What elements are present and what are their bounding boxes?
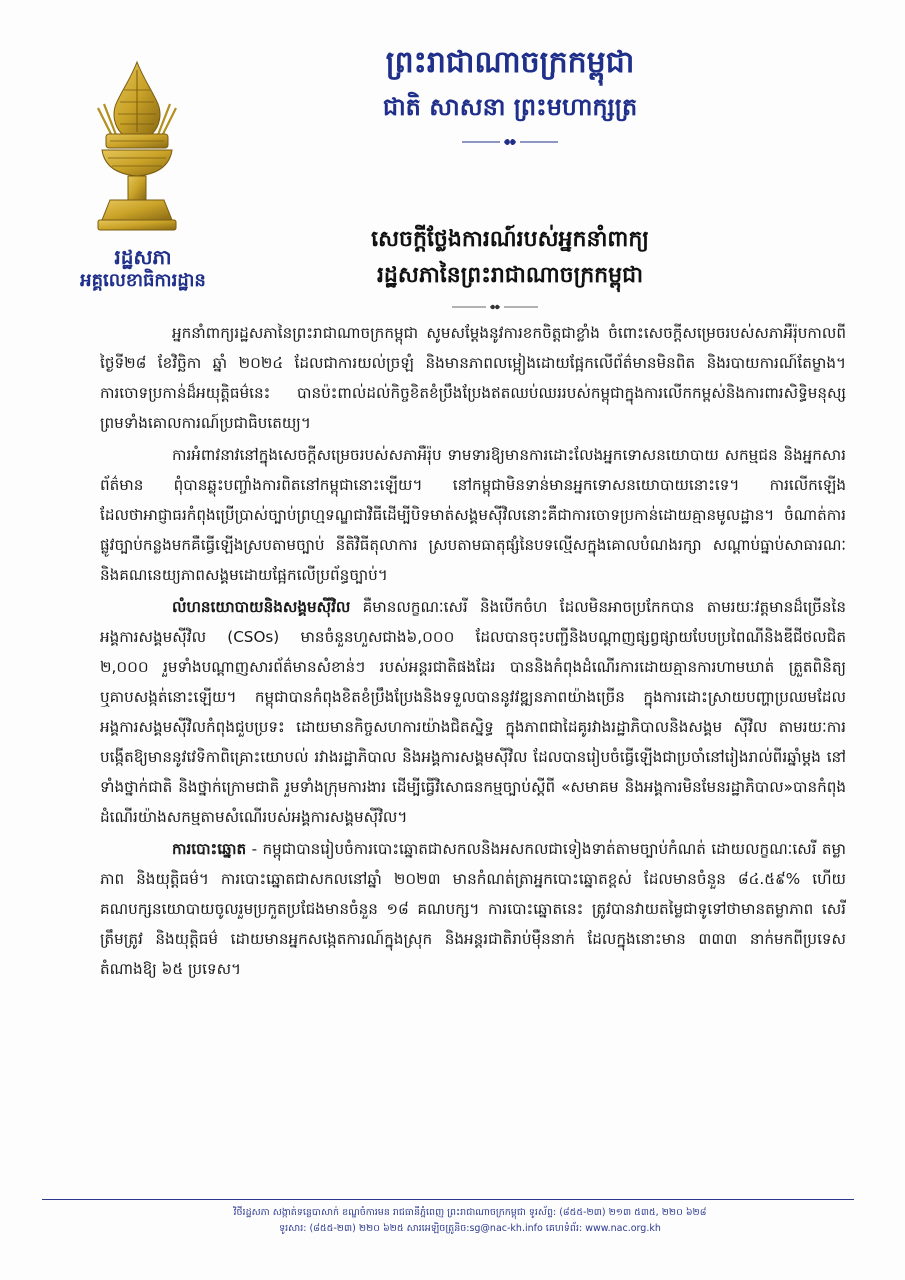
footer-address: វិថីរដ្ឋសភា សង្កាត់ទន្លេបាសាក់ ខណ្ឌចំការមន រាជធានីភ្នំពេញ ព្រះរាជាណាចក្រកម្ពុជា ទូរស័ព្ទ: (៨៥៥-២៣) ២១៣ ៥៣៥, ២២០ ៦២៨ [233, 1207, 707, 1218]
parliament-emblem-icon [92, 60, 182, 240]
national-motto: ជាតិ សាសនា ព្រះមហាក្សត្រ [382, 93, 638, 121]
paragraph [100, 318, 846, 438]
footer-contact [150, 1205, 790, 1237]
ministry-name: រដ្ឋសភា [114, 245, 172, 269]
paragraph-text: ការអំពាវនាវនៅក្នុងសេចក្តីសម្រេចរបស់សភាអឺរ៉ុប ទាមទារឱ្យមានការដោះលែងអ្នកទោសនយោបាយ សកម្មជន និងអ្នកសារព័ត៌មាន ពុំបានឆ្លុះបញ្ចាំងការពិតនៅកម្ពុជានោះឡើយ។ នៅកម្ពុជាមិនទាន់មានអ្នកទោសនយោបាយនោះទេ។ ការលើកឡើងដែលថាអាជ្ញាធរកំពុងប្រើប្រាស់ច្បាប់ព្រហ្មទណ្ឌជាវិធីដើម្បីបិទមាត់សង្គមស៊ីវិលនោះគឺជាការចោទប្រកាន់ដោយគ្មានមូលដ្ឋាន។ ចំណាត់ការផ្លូវច្បាប់កន្លងមកគឺធ្វើឡើងស្របតាមច្បាប់ នីតិវិធីតុលាការ ស្របតាមធាតុផ្សំនៃបទល្មើសក្នុងគោលបំណងរក្សា សណ្តាប់ធ្នាប់សាធារណៈ និងគណនេយ្យភាពសង្គមដោយផ្អែកលើប្រព័ន្ធច្បាប់។ [100, 446, 846, 584]
statement-title [270, 222, 750, 294]
paragraph-lead: ការបោះឆ្នោត [172, 840, 247, 858]
paragraph-lead: លំហនយោបាយនិងសង្គមស៊ីវិល [172, 598, 351, 616]
footer-divider [42, 1199, 854, 1200]
kingdom-title: ព្រះរាជាណាចក្រកម្ពុជា [385, 45, 635, 80]
paragraph-text: អ្នកនាំពាក្យរដ្ឋសភានៃព្រះរាជាណាចក្រកម្ពុជា សូមសម្តែងនូវការខកចិត្តជាខ្លាំង ចំពោះសេចក្តីសម្រេចរបស់សភាអឺរ៉ុបកាលពីថ្ងៃទី២៨ ខែវិច្ឆិកា ឆ្នាំ ២០២៤ ដែលជាការយល់ច្រឡំ និងមានភាពលម្អៀងដោយផ្អែកលើព័ត៌មានមិនពិត និងរបាយការណ៍តែម្ខាង។ ការចោទប្រកាន់ដ៏អយុត្តិធម៌នេះ បានប៉ះពាល់ដល់កិច្ចខិតខំប្រឹងប្រែងឥតឈប់ឈររបស់កម្ពុជាក្នុងការលើកកម្ពស់និងការពារសិទ្ធិមនុស្ស ព្រមទាំងគោលការណ៍ប្រជាធិបតេយ្យ។ [100, 324, 846, 432]
statement-body [100, 318, 846, 986]
statement-title-line2: រដ្ឋសភានៃព្រះរាជាណាចក្រកម្ពុជា [376, 263, 644, 288]
statement-title-line1: សេចក្តីថ្លែងការណ៍របស់អ្នកនាំពាក្យ [371, 227, 649, 252]
footer-contact-details: ទូរសារ: (៨៥៥-២៣) ២២០ ៦២៥ សារអេឡិចត្រូនិច:sg@nac-kh.info គេហទំព័រ: www.nac.org.kh [279, 1223, 661, 1234]
paragraph-text: គឺមានលក្ខណៈសេរី និងបើកចំហ ដែលមិនអាចប្រកែកបាន តាមរយៈវត្តមានដ៏ច្រើននៃអង្គការសង្គមស៊ីវិល (CSOs) មានចំនួនហួសជាង៦,០០០ ដែលបានចុះបញ្ជីនិងបណ្តាញផ្សព្វផ្សាយបែបប្រពៃណីនិងឌីជីថលជិត ២,០០០ រួមទាំងបណ្តាញសារព័ត៌មានសំខាន់ៗ របស់អន្តរជាតិផងដែរ បាននិងកំពុងដំណើរការដោយគ្មានការហាមឃាត់ ត្រួតពិនិត្យ ឬគាបសង្កត់នោះឡើយ។ កម្ពុជាបានកំពុងខិតខំប្រឹងប្រែងនិងទទួលបាននូវវឌ្ឍនភាពយ៉ាងច្រើន ក្នុងការដោះស្រាយបញ្ហាប្រឈមដែលអង្គការសង្គមស៊ីវិលកំពុងជួបប្រទះ ដោយមានកិច្ចសហការយ៉ាងជិតស្និទ្ធ ក្នុងភាពជាដៃគូរវាងរដ្ឋាភិបាលនិងសង្គម ស៊ីវិល តាមរយៈការបង្កើតឱ្យមាននូវវេទិកាពិគ្រោះយោបល់ រវាងរដ្ឋាភិបាល និងអង្គការសង្គមស៊ីវិល ដែលបានរៀបចំធ្វើឡើងជាប្រចាំនៅរៀងរាល់ពីរឆ្នាំម្តង នៅទាំងថ្នាក់ជាតិ និងថ្នាក់ក្រោមជាតិ រួមទាំងក្រុមការងារ ដើម្បីធ្វើវិសោធនកម្មច្បាប់ស្តីពី «សមាគម និងអង្គការមិនមែនរដ្ឋាភិបាល»បានកំពុងដំណើរយ៉ាងសកម្មតាមសំណើរបស់អង្គការសង្គមស៊ីវិល។ [100, 598, 846, 826]
paragraph [100, 592, 846, 832]
paragraph [100, 834, 846, 984]
secretariat-name: អគ្គលេខាធិការដ្ឋាន [80, 270, 206, 291]
ministry-label [58, 245, 228, 293]
ornament-divider-icon [450, 302, 540, 312]
ornament-divider-icon [460, 137, 560, 147]
paragraph-text: - កម្ពុជាបានរៀបចំការបោះឆ្នោតជាសកលនិងអសកលជាទៀងទាត់តាមច្បាប់កំណត់ ដោយលក្ខណៈសេរី តម្លាភាព និងយុត្តិធម៌។ ការបោះឆ្នោតជាសកលនៅឆ្នាំ ២០២៣ មានកំណត់ត្រាអ្នកបោះឆ្នោតខ្ពស់ ដែលមានចំនួន ៨៤.៥៩% ហើយគណបក្សនយោបាយចូលរួមប្រកួតប្រជែងមានចំនួន ១៨ គណបក្ស។ ការបោះឆ្នោតនេះ ត្រូវបានវាយតម្លៃជាទូទៅថាមានតម្លាភាព សេរី ត្រឹមត្រូវ និងយុត្តិធម៌ ដោយមានអ្នកសង្កេតការណ៍ក្នុងស្រុក និងអន្តរជាតិរាប់ម៉ឺននាក់ ដែលក្នុងនោះមាន ៣៣៣ នាក់មកពីប្រទេសតំណាងឱ្យ ៦៥ ប្រទេស។ [100, 840, 846, 978]
paragraph [100, 440, 846, 590]
